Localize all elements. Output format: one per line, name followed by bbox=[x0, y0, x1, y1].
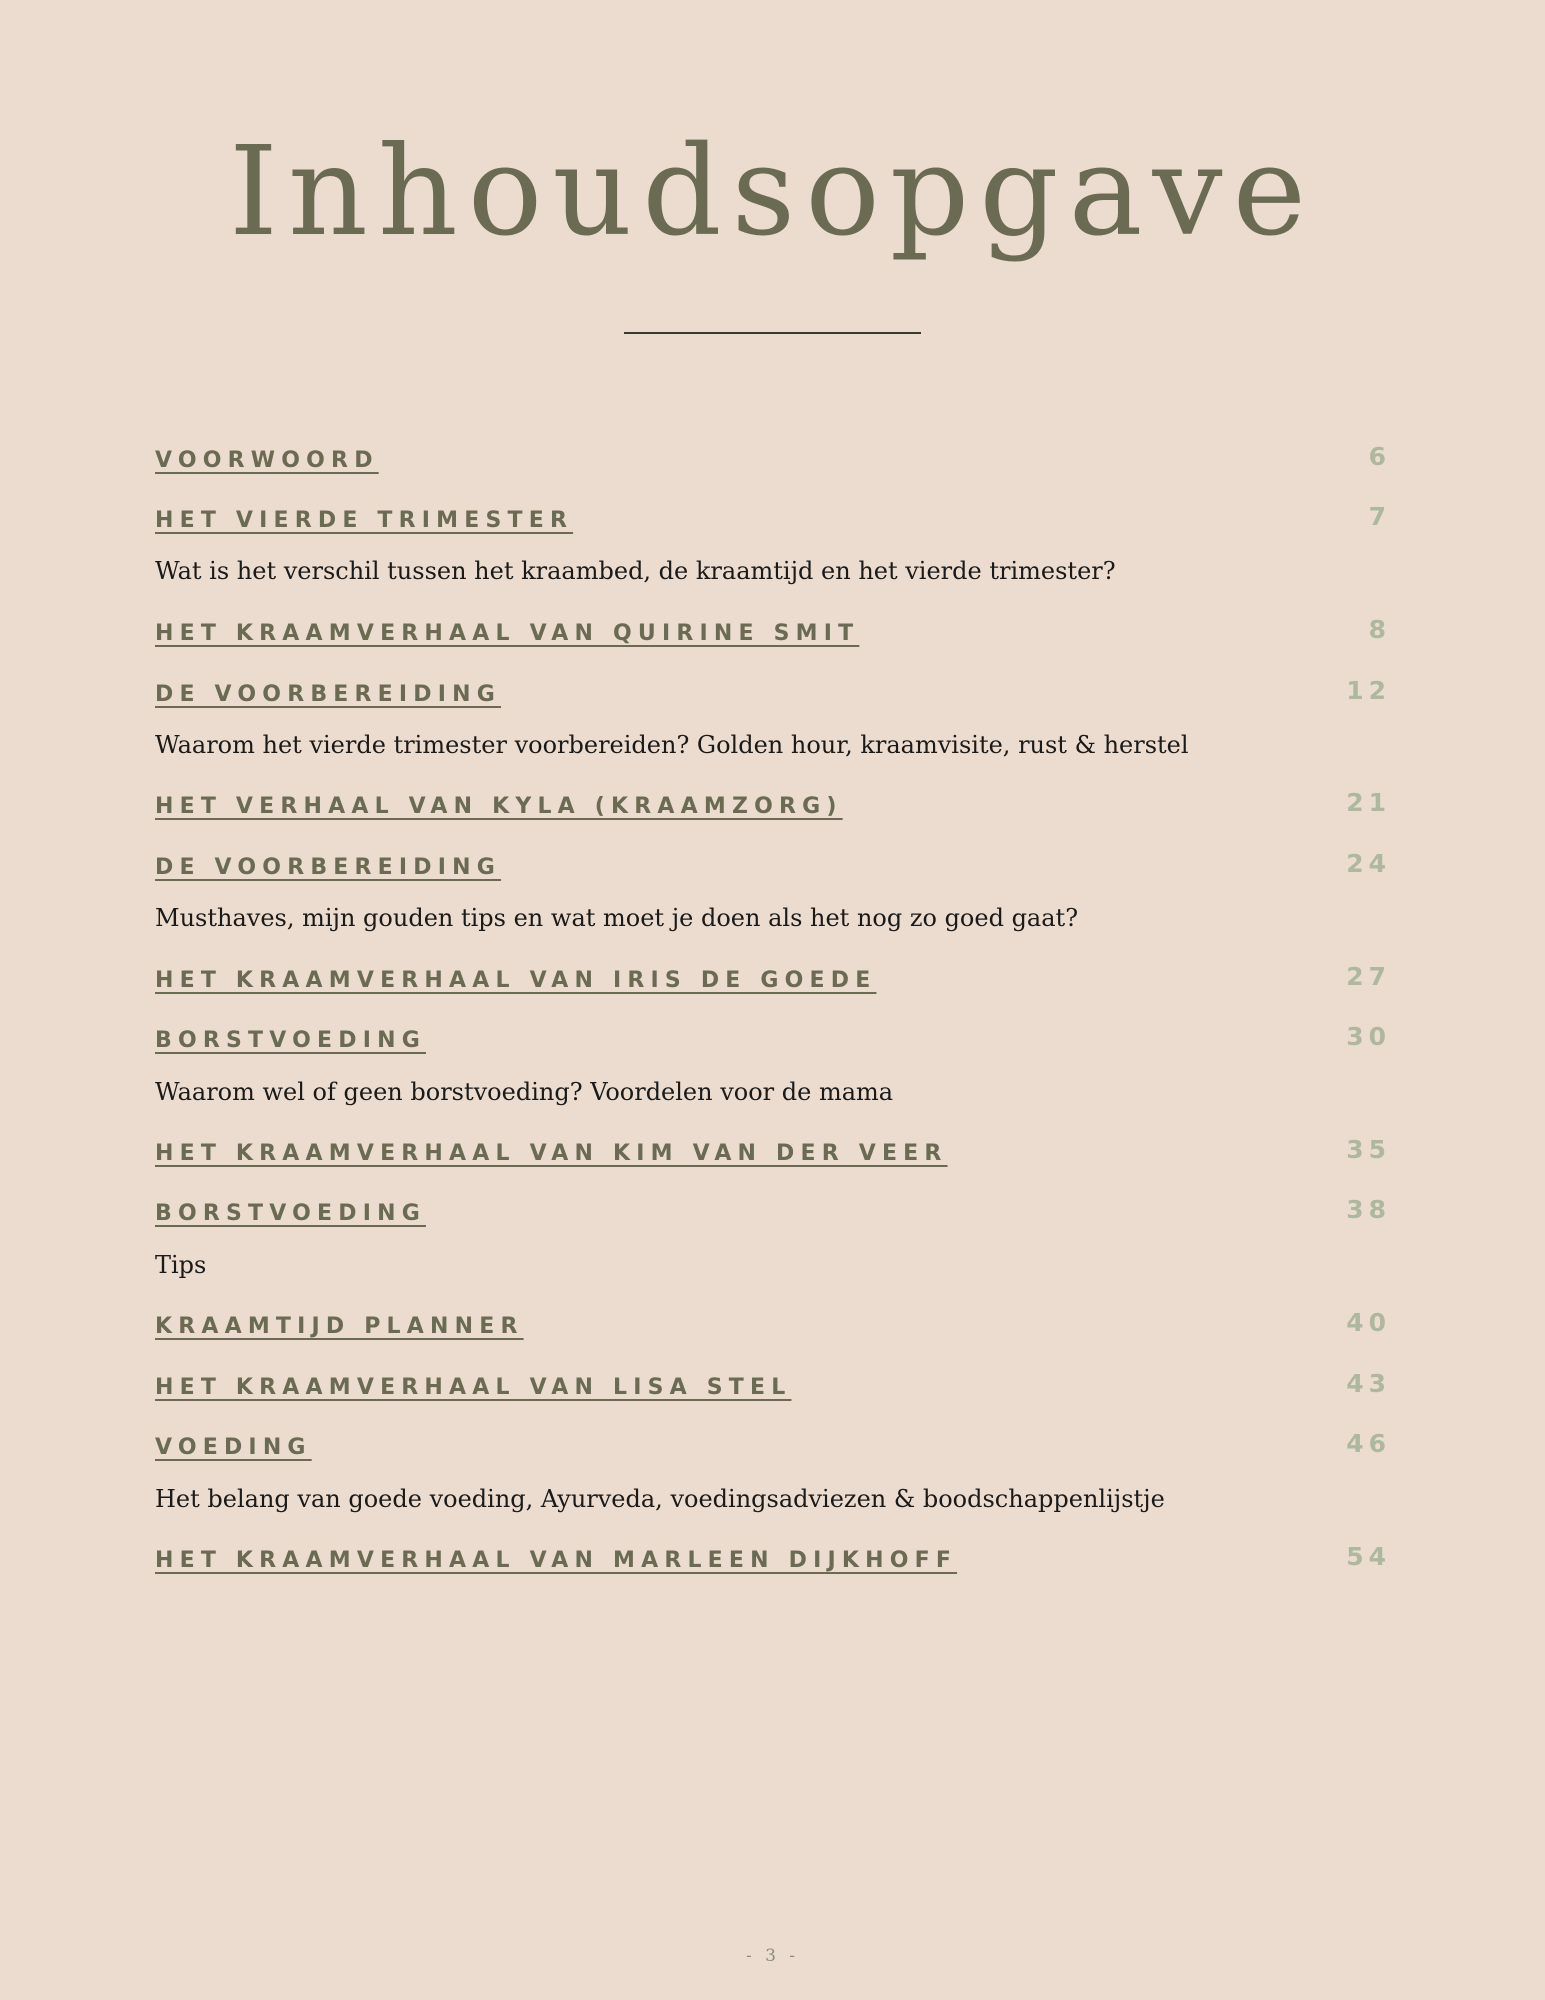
toc-entry-page: 35 bbox=[1346, 1135, 1391, 1164]
toc-entry-page: 7 bbox=[1368, 502, 1391, 531]
toc-entry[interactable] bbox=[155, 1308, 1391, 1352]
toc-entry-title[interactable]: DE VOORBEREIDING bbox=[155, 855, 502, 880]
title-divider bbox=[624, 332, 921, 334]
toc-entry-description: Tips bbox=[155, 1251, 207, 1279]
toc-entry-title[interactable]: HET VERHAAL VAN KYLA (KRAAMZORG) bbox=[155, 794, 843, 819]
toc-entry-title[interactable]: HET KRAAMVERHAAL VAN IRIS DE GOEDE bbox=[155, 968, 877, 993]
toc-entry[interactable] bbox=[155, 1429, 1391, 1473]
toc-entry[interactable] bbox=[155, 502, 1391, 546]
toc-entry-page: 27 bbox=[1346, 962, 1391, 991]
toc-entry-page: 6 bbox=[1368, 442, 1391, 471]
toc-entry[interactable] bbox=[155, 442, 1391, 486]
toc-entry-description: Het belang van goede voeding, Ayurveda, voedingsadviezen & boodschappenlijstje bbox=[155, 1485, 1165, 1513]
toc-entry-title[interactable]: BORSTVOEDING bbox=[155, 1201, 426, 1226]
toc-entry-title[interactable]: DE VOORBEREIDING bbox=[155, 682, 502, 707]
page-number: - 3 - bbox=[745, 1946, 800, 1966]
toc-entry-page: 40 bbox=[1346, 1308, 1391, 1337]
toc-entry-title[interactable]: KRAAMTIJD PLANNER bbox=[155, 1314, 524, 1339]
toc-entry-title[interactable]: HET VIERDE TRIMESTER bbox=[155, 508, 574, 533]
toc-entry[interactable] bbox=[155, 1022, 1391, 1066]
toc-entry-description: Wat is het verschil tussen het kraambed, de kraamtijd en het vierde trimester? bbox=[155, 557, 1116, 585]
toc-entry[interactable] bbox=[155, 849, 1391, 893]
toc-entry-page: 12 bbox=[1346, 676, 1391, 705]
toc-entry-page: 54 bbox=[1346, 1542, 1391, 1571]
toc-entry-title[interactable]: HET KRAAMVERHAAL VAN MARLEEN DIJKHOFF bbox=[155, 1548, 958, 1573]
toc-entry[interactable] bbox=[155, 1542, 1391, 1586]
toc-entry-description: Musthaves, mijn gouden tips en wat moet je doen als het nog zo goed gaat? bbox=[155, 904, 1079, 932]
toc-entry-title[interactable]: BORSTVOEDING bbox=[155, 1028, 426, 1053]
toc-entry-title[interactable]: VOORWOORD bbox=[155, 448, 379, 473]
toc-entry-page: 38 bbox=[1346, 1195, 1391, 1224]
toc-entry-description: Waarom het vierde trimester voorbereiden? Golden hour, kraamvisite, rust & herstel bbox=[155, 731, 1189, 759]
toc-entry[interactable] bbox=[155, 1369, 1391, 1413]
toc-entry-page: 30 bbox=[1346, 1022, 1391, 1051]
toc-entry[interactable] bbox=[155, 1135, 1391, 1179]
toc-entry-title[interactable]: HET KRAAMVERHAAL VAN KIM VAN DER VEER bbox=[155, 1141, 948, 1166]
toc-entry[interactable] bbox=[155, 676, 1391, 720]
toc-entry-description: Waarom wel of geen borstvoeding? Voordelen voor de mama bbox=[155, 1078, 894, 1106]
toc-entry-page: 21 bbox=[1346, 788, 1391, 817]
toc-entry-page: 24 bbox=[1346, 849, 1391, 878]
toc-entry-title[interactable]: HET KRAAMVERHAAL VAN QUIRINE SMIT bbox=[155, 621, 860, 646]
toc-entry[interactable] bbox=[155, 1195, 1391, 1239]
toc-entry[interactable] bbox=[155, 788, 1391, 832]
toc-entry-title[interactable]: VOEDING bbox=[155, 1435, 312, 1460]
toc-entry-page: 8 bbox=[1368, 615, 1391, 644]
toc-entry[interactable] bbox=[155, 615, 1391, 659]
toc-entry-title[interactable]: HET KRAAMVERHAAL VAN LISA STEL bbox=[155, 1375, 792, 1400]
toc-entry-page: 43 bbox=[1346, 1369, 1391, 1398]
toc-entry-page: 46 bbox=[1346, 1429, 1391, 1458]
page-title: Inhoudsopgave bbox=[228, 120, 1316, 264]
toc-entry[interactable] bbox=[155, 962, 1391, 1006]
